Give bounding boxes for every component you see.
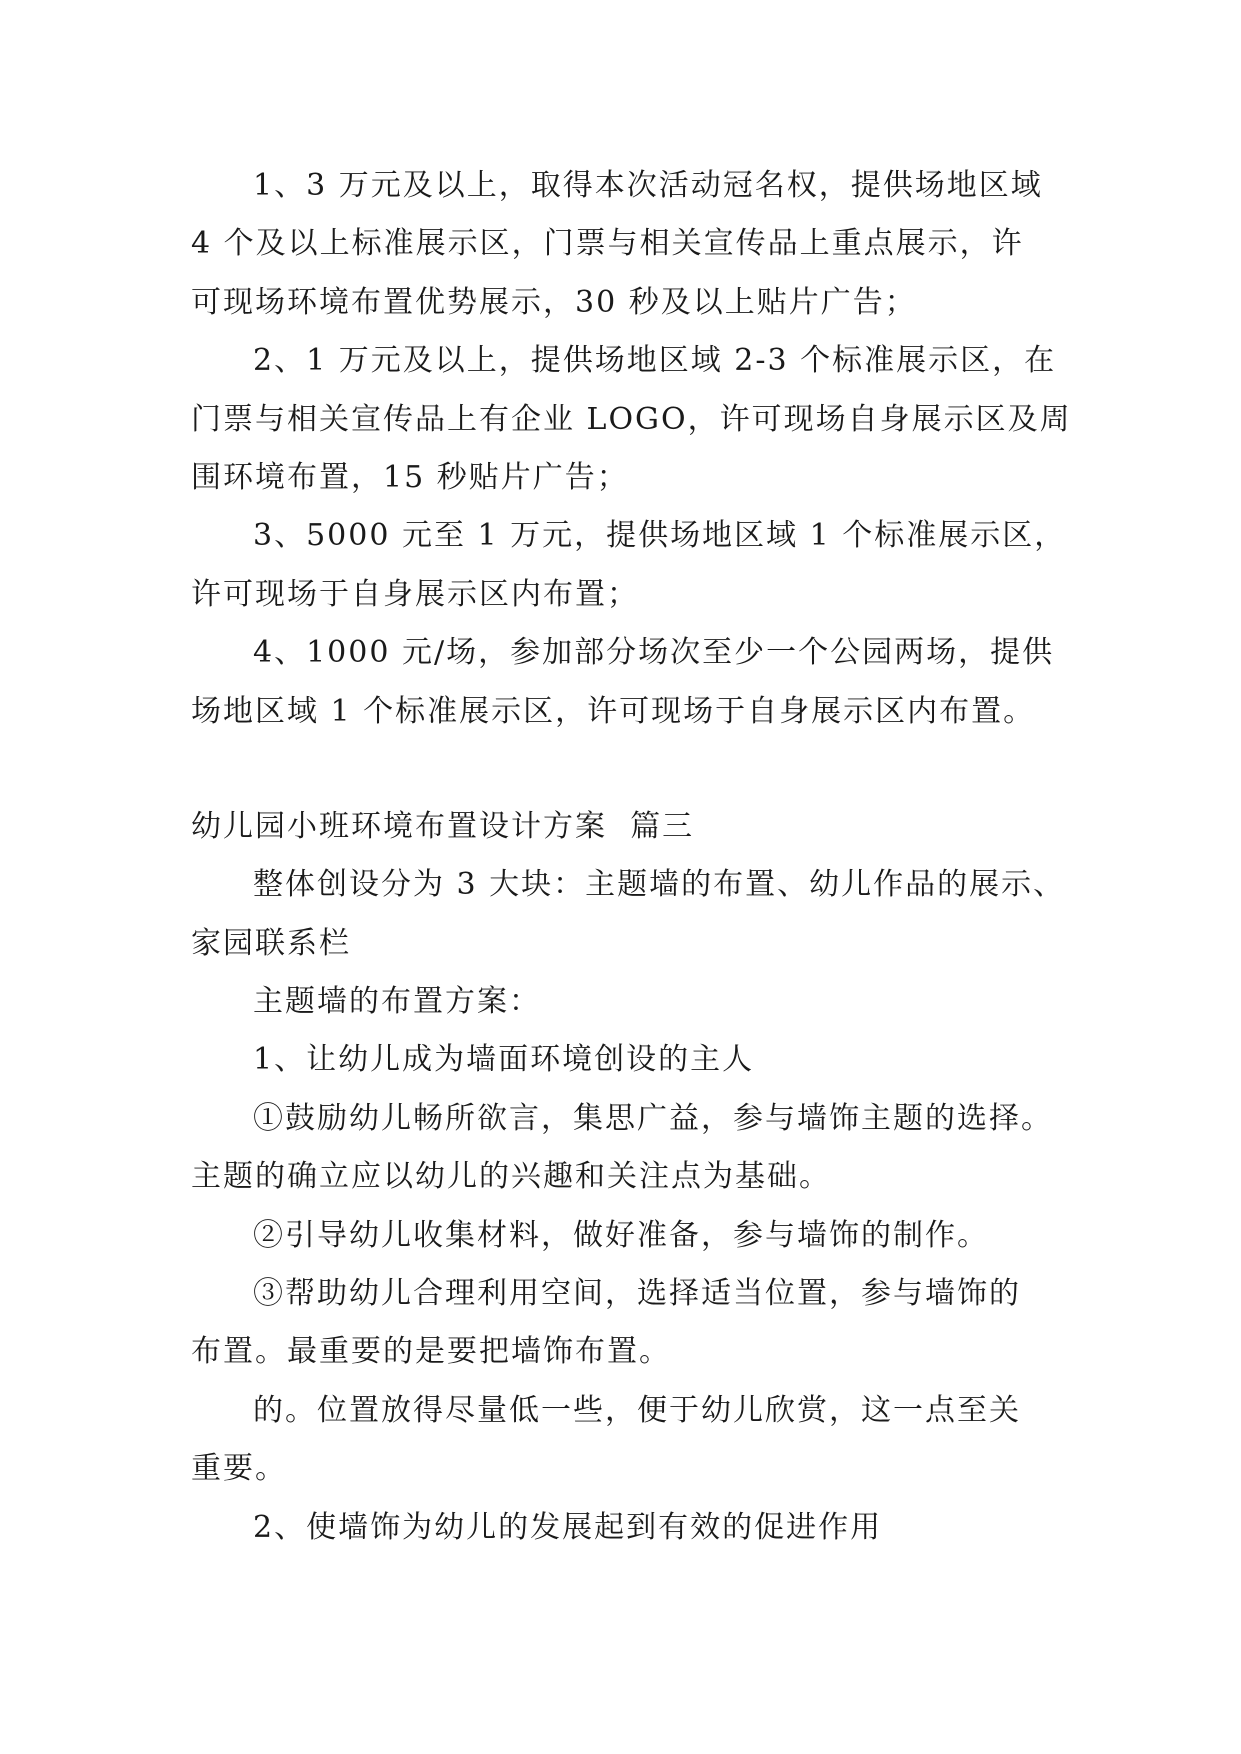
paragraph-line: 3、5000 元至 1 万元，提供场地区域 1 个标准展示区， [253, 518, 1067, 554]
paragraph-line: 门票与相关宣传品上有企业 LOGO，许可现场自身展示区及周 [191, 401, 1072, 437]
paragraph-line: ①鼓励幼儿畅所欲言，集思广益，参与墙饰主题的选择。 [253, 1100, 1053, 1136]
section-title: 幼儿园小班环境布置设计方案 篇三 [191, 808, 695, 844]
paragraph-line: 主题的确立应以幼儿的兴趣和关注点为基础。 [191, 1159, 831, 1195]
paragraph-line: 4、1000 元/场，参加部分场次至少一个公园两场，提供 [253, 635, 1055, 671]
paragraph-line: ②引导幼儿收集材料，做好准备，参与墙饰的制作。 [253, 1217, 989, 1253]
paragraph-line: 围环境布置，15 秒贴片广告； [191, 459, 629, 495]
paragraph-line: ③帮助幼儿合理利用空间，选择适当位置，参与墙饰的 [253, 1276, 1021, 1312]
paragraph-line: 布置。最重要的是要把墙饰布置。 [191, 1334, 671, 1370]
paragraph-line: 的。位置放得尽量低一些，便于幼儿欣赏，这一点至关 [253, 1392, 1021, 1428]
document-body [191, 157, 1071, 1557]
paragraph-line: 2、1 万元及以上，提供场地区域 2-3 个标准展示区，在 [253, 343, 1057, 379]
paragraph-line: 4 个及以上标准展示区，门票与相关宣传品上重点展示，许 [191, 226, 1024, 262]
paragraph-line: 重要。 [191, 1451, 287, 1487]
paragraph-line: 整体创设分为 3 大块：主题墙的布置、幼儿作品的展示、 [253, 867, 1066, 903]
paragraph-line: 1、让幼儿成为墙面环境创设的主人 [253, 1042, 755, 1078]
paragraph-line: 主题墙的布置方案： [253, 984, 541, 1020]
paragraph-line: 许可现场于自身展示区内布置； [191, 576, 639, 612]
paragraph-line: 家园联系栏 [191, 925, 351, 961]
paragraph-line: 可现场环境布置优势展示，30 秒及以上贴片广告； [191, 284, 917, 320]
section-spacer [191, 741, 1071, 798]
paragraph-line: 1、3 万元及以上，取得本次活动冠名权，提供场地区域 [253, 168, 1043, 203]
paragraph-line: 2、使墙饰为幼儿的发展起到有效的促进作用 [253, 1509, 883, 1545]
paragraph-line: 场地区域 1 个标准展示区，许可现场于自身展示区内布置。 [191, 693, 1036, 729]
